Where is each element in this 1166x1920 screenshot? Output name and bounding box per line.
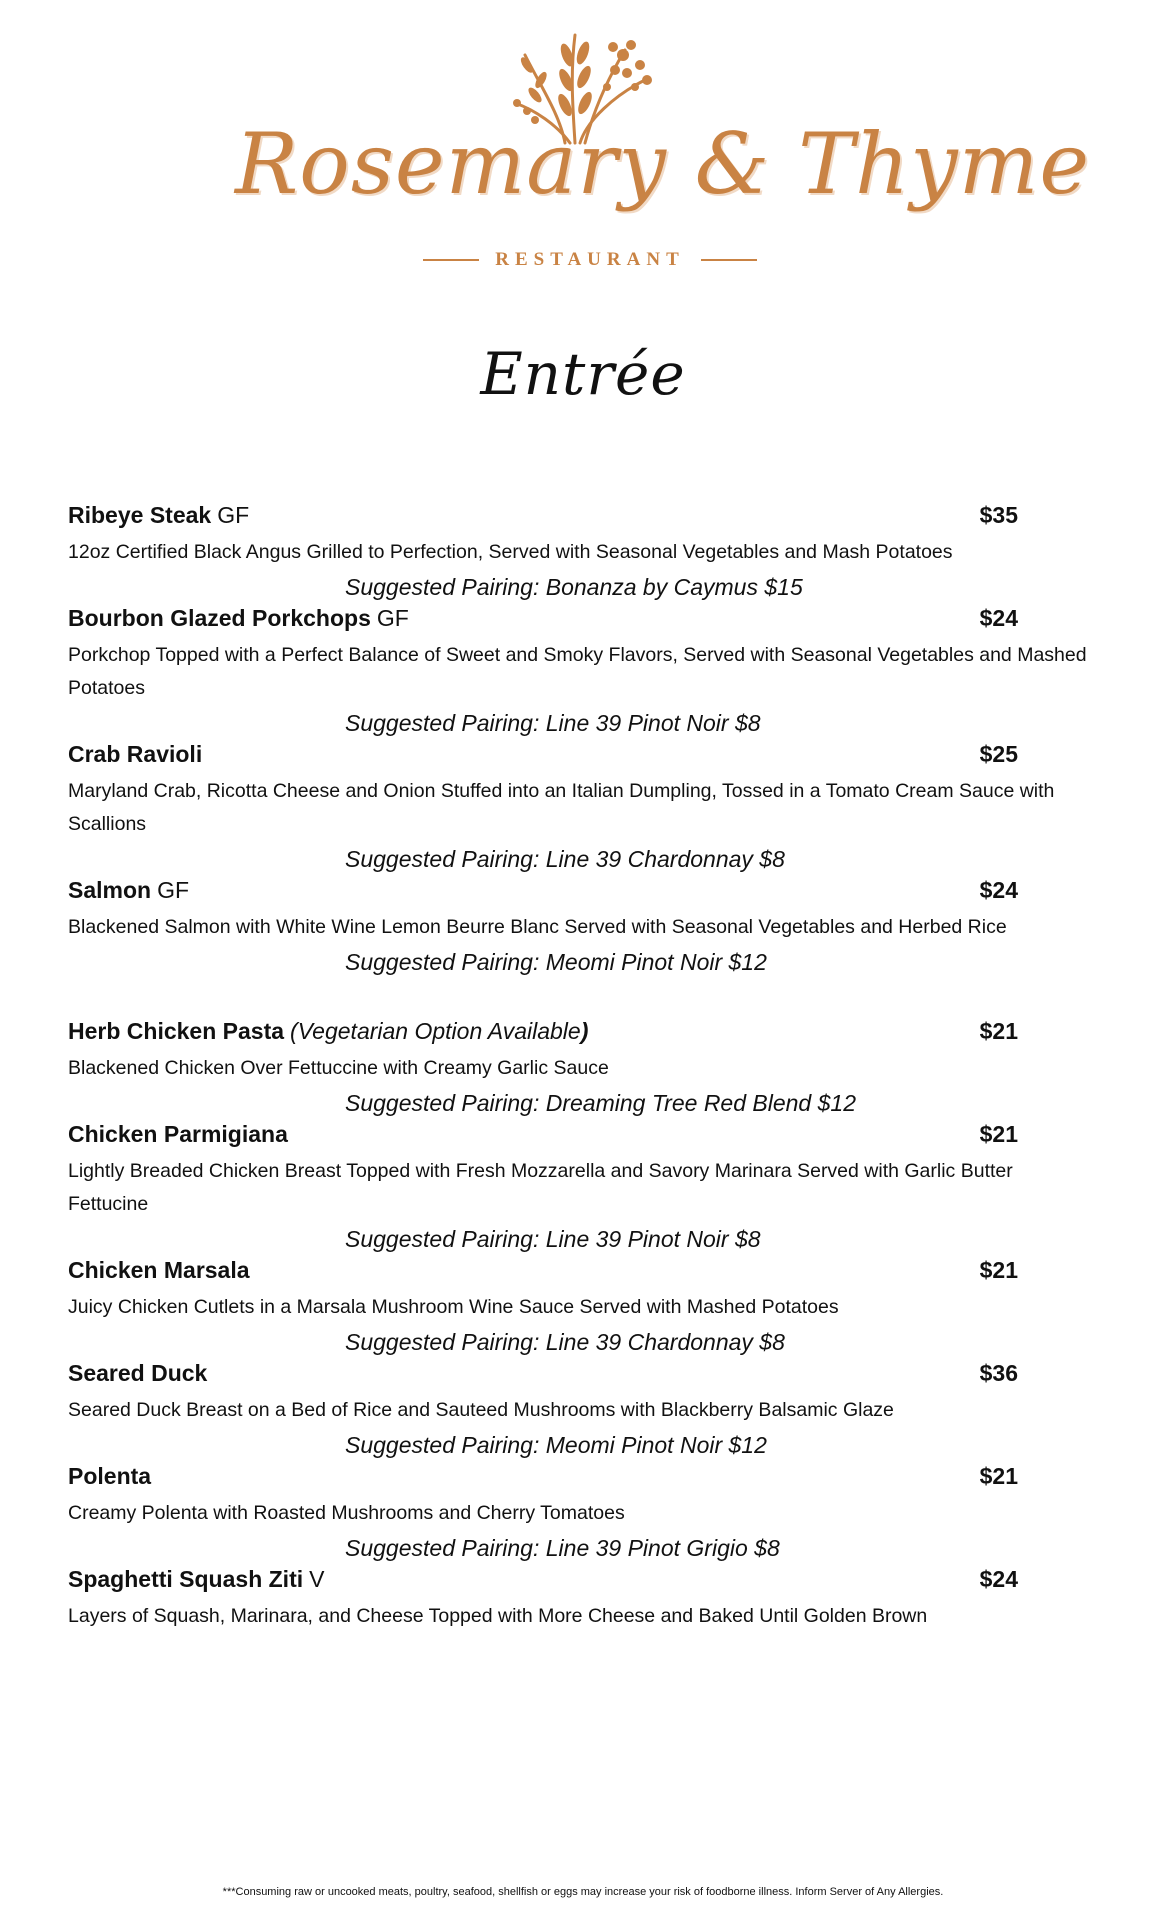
item-description: Maryland Crab, Ricotta Cheese and Onion Stuffed into an Italian Dumpling, Tossed in a Tomato Cream Sauce with Scallions bbox=[68, 780, 1055, 835]
item-name: Spaghetti Squash Ziti bbox=[68, 1566, 304, 1592]
menu-item-ribeye-steak bbox=[68, 502, 1098, 605]
item-description: Seared Duck Breast on a Bed of Rice and Sauteed Mushrooms with Blackberry Balsamic Glaze bbox=[68, 1399, 894, 1421]
item-description: Blackened Salmon with White Wine Lemon Beurre Blanc Served with Seasonal Vegetables and Herbed Rice bbox=[68, 916, 1007, 938]
item-name: Bourbon Glazed Porkchops bbox=[68, 605, 371, 631]
menu-list bbox=[68, 502, 1098, 1633]
section-title: Entrée bbox=[480, 340, 686, 408]
item-price: $21 bbox=[979, 1463, 1018, 1489]
restaurant-name: Rosemary & Thyme bbox=[235, 115, 1091, 213]
divider bbox=[423, 259, 479, 261]
item-price: $25 bbox=[979, 741, 1018, 767]
menu-item-crab-ravioli bbox=[68, 741, 1098, 877]
item-note-text: (Vegetarian Option Available bbox=[290, 1018, 581, 1044]
item-pairing: Suggested Pairing: Dreaming Tree Red Blend $12 bbox=[345, 1090, 856, 1116]
menu-item-polenta bbox=[68, 1463, 1098, 1566]
item-description: Juicy Chicken Cutlets in a Marsala Mushroom Wine Sauce Served with Mashed Potatoes bbox=[68, 1296, 839, 1318]
item-name: Chicken Marsala bbox=[68, 1257, 250, 1283]
item-description: Lightly Breaded Chicken Breast Topped with Fresh Mozzarella and Savory Marinara Served with Garlic Butter Fettucine bbox=[68, 1160, 1013, 1215]
menu-item-bourbon-glazed-porkchops bbox=[68, 605, 1098, 741]
item-price: $24 bbox=[979, 877, 1018, 903]
item-header bbox=[68, 1121, 1098, 1155]
item-price: $24 bbox=[979, 1566, 1018, 1592]
item-description: 12oz Certified Black Angus Grilled to Perfection, Served with Seasonal Vegetables and Mash Potatoes bbox=[68, 541, 953, 563]
item-pairing: Suggested Pairing: Line 39 Chardonnay $8 bbox=[345, 1329, 785, 1355]
item-description: Porkchop Topped with a Perfect Balance of Sweet and Smoky Flavors, Served with Seasonal Vegetables and Mashed Potatoes bbox=[68, 644, 1087, 699]
item-name: Chicken Parmigiana bbox=[68, 1121, 288, 1147]
item-name: Herb Chicken Pasta bbox=[68, 1018, 285, 1044]
restaurant-subtitle-row bbox=[235, 247, 945, 273]
menu-item-herb-chicken-pasta bbox=[68, 1018, 1098, 1121]
item-pairing: Suggested Pairing: Bonanza by Caymus $15 bbox=[345, 574, 803, 600]
restaurant-subtitle: RESTAURANT bbox=[495, 249, 685, 270]
item-price: $21 bbox=[979, 1257, 1018, 1283]
allergy-disclaimer: ***Consuming raw or uncooked meats, poultry, seafood, shellfish or eggs may increase your risk of foodborne illness. Inform Server of Any Allergies. bbox=[222, 1886, 944, 1898]
item-description: Creamy Polenta with Roasted Mushrooms and Cherry Tomatoes bbox=[68, 1502, 625, 1524]
item-header bbox=[68, 741, 1098, 775]
item-name: Seared Duck bbox=[68, 1360, 208, 1386]
item-name: Salmon bbox=[68, 877, 152, 903]
item-tag: GF bbox=[217, 502, 250, 528]
item-price: $21 bbox=[979, 1121, 1018, 1147]
item-name: Polenta bbox=[68, 1463, 152, 1489]
item-tag: GF bbox=[157, 877, 190, 903]
item-description: Blackened Chicken Over Fettuccine with Creamy Garlic Sauce bbox=[68, 1057, 609, 1079]
item-header bbox=[68, 502, 1098, 536]
item-pairing: Suggested Pairing: Line 39 Pinot Noir $8 bbox=[345, 710, 761, 736]
item-note-close: ) bbox=[580, 1018, 589, 1044]
menu-item-spaghetti-squash-ziti bbox=[68, 1566, 1098, 1633]
item-name: Crab Ravioli bbox=[68, 741, 203, 767]
item-description: Layers of Squash, Marinara, and Cheese Topped with More Cheese and Baked Until Golden Brown bbox=[68, 1605, 928, 1627]
item-header bbox=[68, 1566, 1098, 1600]
menu-item-chicken-marsala bbox=[68, 1257, 1098, 1360]
item-header bbox=[68, 1018, 1098, 1052]
divider bbox=[701, 259, 757, 261]
item-note bbox=[290, 1018, 588, 1045]
item-pairing: Suggested Pairing: Meomi Pinot Noir $12 bbox=[345, 1432, 767, 1458]
item-pairing: Suggested Pairing: Line 39 Pinot Noir $8 bbox=[345, 1226, 761, 1252]
item-header bbox=[68, 605, 1098, 639]
item-header bbox=[68, 1360, 1098, 1394]
item-tag: GF bbox=[376, 605, 409, 631]
item-pairing: Suggested Pairing: Meomi Pinot Noir $12 bbox=[345, 949, 767, 975]
spacer bbox=[68, 980, 1098, 1018]
menu-item-salmon bbox=[68, 877, 1098, 980]
item-header bbox=[68, 877, 1098, 911]
item-header bbox=[68, 1257, 1098, 1291]
item-price: $24 bbox=[979, 605, 1018, 631]
item-tag: V bbox=[309, 1566, 325, 1592]
item-name: Ribeye Steak bbox=[68, 502, 212, 528]
menu-item-seared-duck bbox=[68, 1360, 1098, 1463]
item-pairing: Suggested Pairing: Line 39 Chardonnay $8 bbox=[345, 846, 785, 872]
item-header bbox=[68, 1463, 1098, 1497]
item-price: $36 bbox=[979, 1360, 1018, 1386]
item-price: $35 bbox=[979, 502, 1018, 528]
item-pairing: Suggested Pairing: Line 39 Pinot Grigio $8 bbox=[345, 1535, 780, 1561]
item-price: $21 bbox=[979, 1018, 1018, 1044]
menu-item-chicken-parmigiana bbox=[68, 1121, 1098, 1257]
restaurant-logo bbox=[235, 25, 1091, 270]
